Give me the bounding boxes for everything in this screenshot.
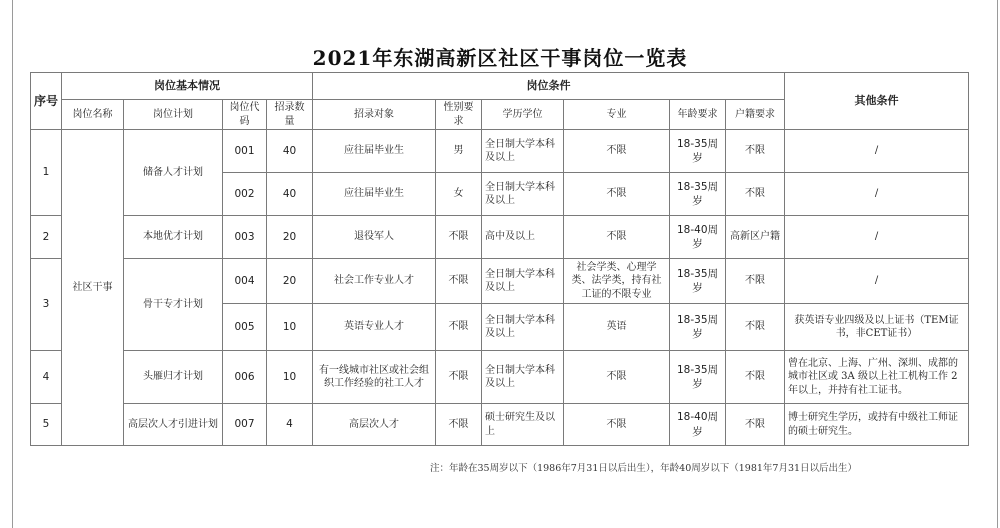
education-cell: 全日制大学本科及以上 — [482, 259, 564, 304]
major-cell: 不限 — [564, 404, 670, 446]
header-gender: 性别要求 — [436, 100, 482, 130]
header-post-name: 岗位名称 — [62, 100, 124, 130]
header-education: 学历学位 — [482, 100, 564, 130]
num-cell: 20 — [267, 216, 313, 259]
other-cell: / — [785, 259, 969, 304]
header-group-basic: 岗位基本情况 — [62, 73, 313, 100]
code-cell: 006 — [223, 351, 267, 404]
age-cell: 18-40周岁 — [670, 404, 726, 446]
gender-cell: 不限 — [436, 304, 482, 351]
plan-cell: 头雁归才计划 — [124, 351, 223, 404]
age-cell: 18-35周岁 — [670, 259, 726, 304]
gender-cell: 不限 — [436, 404, 482, 446]
plan-cell: 骨干专才计划 — [124, 259, 223, 351]
plan-cell: 储备人才计划 — [124, 130, 223, 216]
hukou-cell: 不限 — [726, 404, 785, 446]
hukou-cell: 不限 — [726, 351, 785, 404]
major-cell: 英语 — [564, 304, 670, 351]
target-cell: 应往届毕业生 — [313, 130, 436, 173]
other-cell: 曾在北京、上海、广州、深圳、成都的城市社区或 3A 级以上社工机构工作 2 年以上，并持有社工证书。 — [785, 351, 969, 404]
other-cell: / — [785, 173, 969, 216]
header-recruit-num: 招录数量 — [267, 100, 313, 130]
code-cell: 005 — [223, 304, 267, 351]
num-cell: 4 — [267, 404, 313, 446]
table-row — [31, 259, 969, 304]
seq-cell: 1 — [31, 130, 62, 216]
post-name-cell: 社区干事 — [62, 130, 124, 446]
major-cell: 不限 — [564, 130, 670, 173]
header-age: 年龄要求 — [670, 100, 726, 130]
other-cell: 获英语专业四级及以上证书（TEM证书，非CET证书） — [785, 304, 969, 351]
seq-cell: 2 — [31, 216, 62, 259]
age-cell: 18-35周岁 — [670, 304, 726, 351]
header-target: 招录对象 — [313, 100, 436, 130]
other-cell: 博士研究生学历，或持有中级社工师证的硕士研究生。 — [785, 404, 969, 446]
age-cell: 18-35周岁 — [670, 173, 726, 216]
major-cell: 不限 — [564, 173, 670, 216]
table-row — [31, 404, 969, 446]
seq-cell: 5 — [31, 404, 62, 446]
other-cell: / — [785, 130, 969, 173]
position-table — [30, 72, 969, 446]
hukou-cell: 不限 — [726, 259, 785, 304]
education-cell: 全日制大学本科及以上 — [482, 304, 564, 351]
gender-cell: 男 — [436, 130, 482, 173]
code-cell: 003 — [223, 216, 267, 259]
gender-cell: 女 — [436, 173, 482, 216]
hukou-cell: 不限 — [726, 173, 785, 216]
code-cell: 001 — [223, 130, 267, 173]
header-hukou: 户籍要求 — [726, 100, 785, 130]
footnote: 注：年龄在35周岁以下（1986年7月31日以后出生），年龄40周岁以下（1981年7月31日以后出生） — [430, 463, 858, 474]
gender-cell: 不限 — [436, 259, 482, 304]
header-group-conditions: 岗位条件 — [313, 73, 785, 100]
target-cell: 社会工作专业人才 — [313, 259, 436, 304]
major-cell: 社会学类、心理学类、法学类，持有社工证的不限专业 — [564, 259, 670, 304]
header-post-code: 岗位代码 — [223, 100, 267, 130]
table-row — [31, 130, 969, 173]
table-row — [31, 216, 969, 259]
plan-cell: 高层次人才引进计划 — [124, 404, 223, 446]
education-cell: 全日制大学本科及以上 — [482, 130, 564, 173]
major-cell: 不限 — [564, 216, 670, 259]
num-cell: 20 — [267, 259, 313, 304]
gender-cell: 不限 — [436, 216, 482, 259]
header-post-plan: 岗位计划 — [124, 100, 223, 130]
header-major: 专业 — [564, 100, 670, 130]
age-cell: 18-35周岁 — [670, 351, 726, 404]
target-cell: 英语专业人才 — [313, 304, 436, 351]
num-cell: 10 — [267, 304, 313, 351]
code-cell: 002 — [223, 173, 267, 216]
hukou-cell: 不限 — [726, 304, 785, 351]
age-cell: 18-40周岁 — [670, 216, 726, 259]
seq-cell: 4 — [31, 351, 62, 404]
page-title: 2021年东湖高新区社区干事岗位一览表 — [312, 46, 688, 70]
hukou-cell: 高新区户籍 — [726, 216, 785, 259]
gender-cell: 不限 — [436, 351, 482, 404]
target-cell: 有一线城市社区或社会组织工作经验的社工人才 — [313, 351, 436, 404]
target-cell: 应往届毕业生 — [313, 173, 436, 216]
target-cell: 高层次人才 — [313, 404, 436, 446]
header-group-other: 其他条件 — [785, 73, 969, 130]
num-cell: 40 — [267, 173, 313, 216]
education-cell: 硕士研究生及以上 — [482, 404, 564, 446]
seq-cell: 3 — [31, 259, 62, 351]
major-cell: 不限 — [564, 351, 670, 404]
header-seq: 序号 — [31, 73, 62, 130]
target-cell: 退役军人 — [313, 216, 436, 259]
code-cell: 007 — [223, 404, 267, 446]
table-row — [31, 351, 969, 404]
age-cell: 18-35周岁 — [670, 130, 726, 173]
education-cell: 全日制大学本科及以上 — [482, 351, 564, 404]
education-cell: 全日制大学本科及以上 — [482, 173, 564, 216]
num-cell: 10 — [267, 351, 313, 404]
num-cell: 40 — [267, 130, 313, 173]
education-cell: 高中及以上 — [482, 216, 564, 259]
other-cell: / — [785, 216, 969, 259]
plan-cell: 本地优才计划 — [124, 216, 223, 259]
code-cell: 004 — [223, 259, 267, 304]
hukou-cell: 不限 — [726, 130, 785, 173]
